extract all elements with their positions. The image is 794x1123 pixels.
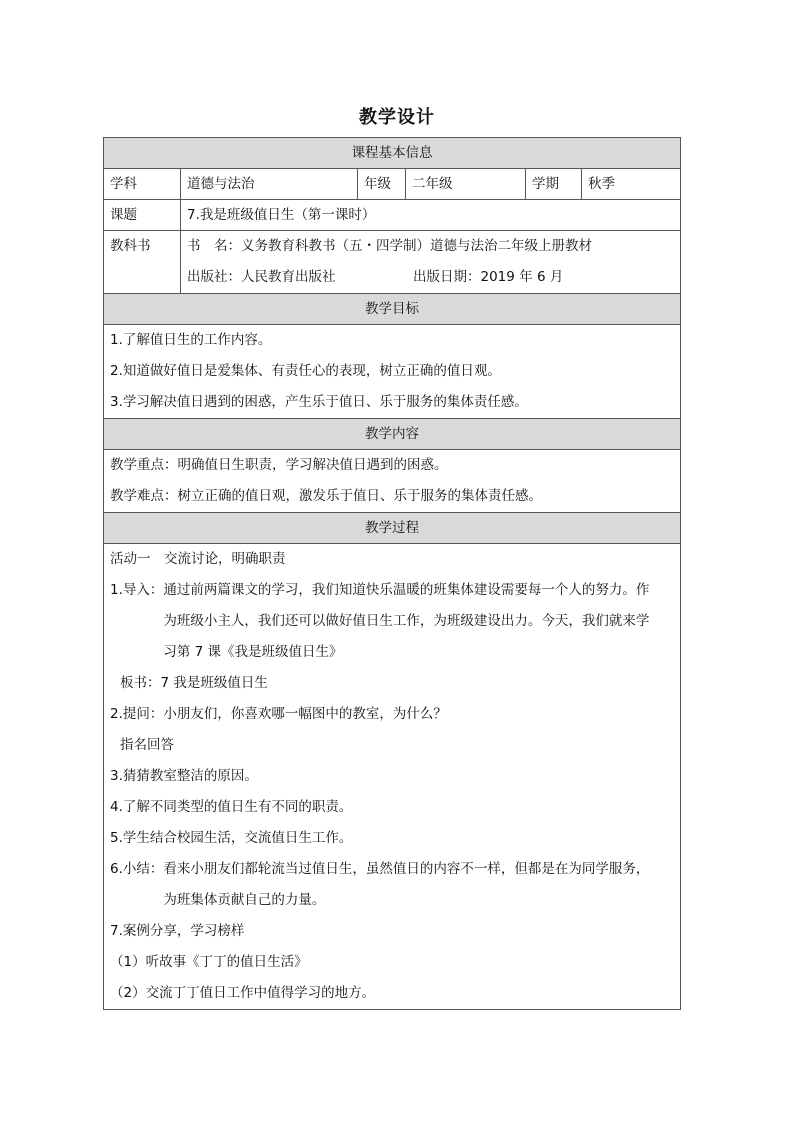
section-basic-info-row	[104, 138, 681, 169]
textbook-label: 教科书	[110, 238, 151, 254]
topic-label: 课题	[104, 200, 181, 231]
term-value: 秋季	[582, 169, 681, 200]
book-name-line	[187, 231, 674, 262]
section-process-row	[104, 513, 681, 544]
section-content: 教学内容	[104, 419, 681, 450]
summary-label: 6.小结：	[110, 861, 164, 877]
board-writing: 板书：7 我是班级值日生	[120, 675, 268, 691]
step-4: 4.了解不同类型的值日生有不同的职责。	[110, 799, 353, 815]
intro-label: 1.导入：	[110, 582, 164, 598]
intro-text	[163, 575, 649, 668]
question: 2.提问：小朋友们，你喜欢哪一幅图中的教室，为什么？	[110, 706, 447, 722]
lesson-plan-table	[103, 137, 681, 1010]
intro-line: 通过前两篇课文的学习，我们知道快乐温暖的班集体建设需要每一个人的努力。作	[163, 582, 650, 598]
process-row	[104, 544, 681, 1010]
publisher-value: 人民教育出版社	[241, 269, 336, 285]
grade-label: 年级	[358, 169, 406, 200]
summary-block	[110, 854, 674, 916]
pub-date-label: 出版日期：	[413, 269, 481, 285]
objectives-cell	[104, 325, 681, 419]
answer: 指名回答	[120, 737, 174, 753]
difficult-point: 教学难点：树立正确的值日观，激发乐于值日、乐于服务的集体责任感。	[110, 488, 542, 504]
summary-line: 看来小朋友们都轮流当过值日生，虽然值日的内容不一样，但都是在为同学服务，	[163, 861, 650, 877]
objective-item: 2.知道做好值日是爱集体、有责任心的表现，树立正确的值日观。	[110, 363, 501, 379]
intro-line: 为班级小主人，我们还可以做好值日生工作，为班级建设出力。今天，我们就来学	[163, 613, 650, 629]
activity-title: 活动一 交流讨论，明确职责	[110, 551, 286, 567]
page-title: 教学设计	[359, 107, 435, 128]
book-name-label: 书 名：	[187, 238, 241, 254]
step-7: 7.案例分享，学习榜样	[110, 923, 245, 939]
textbook-label-cell	[104, 231, 181, 294]
summary-line: 为班集体贡献自己的力量。	[163, 892, 326, 908]
sub-step-2: （2）交流丁丁值日工作中值得学习的地方。	[110, 985, 376, 1001]
process-cell	[104, 544, 681, 1010]
subject-row	[104, 169, 681, 200]
section-content-row	[104, 419, 681, 450]
intro-line: 习第 7 课《我是班级值日生》	[163, 644, 343, 660]
content-row	[104, 450, 681, 513]
subject-value: 道德与法治	[181, 169, 358, 200]
content-cell	[104, 450, 681, 513]
step-5: 5.学生结合校园生活，交流值日生工作。	[110, 830, 353, 846]
summary-text	[163, 854, 649, 916]
publisher-label: 出版社：	[187, 269, 241, 285]
topic-value: 7.我是班级值日生（第一课时）	[181, 200, 681, 231]
grade-value: 二年级	[406, 169, 526, 200]
topic-row	[104, 200, 681, 231]
objectives-row	[104, 325, 681, 419]
objective-item: 3.学习解决值日遇到的困惑，产生乐于值日、乐于服务的集体责任感。	[110, 394, 528, 410]
section-objectives: 教学目标	[104, 294, 681, 325]
publisher-line	[187, 262, 674, 293]
book-name-value: 义务教育科教书（五・四学制）道德与法治二年级上册教材	[241, 238, 592, 254]
pub-date-value: 2019 年 6 月	[480, 269, 564, 285]
section-objectives-row	[104, 294, 681, 325]
objective-item: 1.了解值日生的工作内容。	[110, 332, 272, 348]
sub-step-1: （1）听故事《丁丁的值日生活》	[110, 954, 308, 970]
textbook-row	[104, 231, 681, 294]
publisher-group	[187, 262, 413, 293]
textbook-details	[181, 231, 681, 294]
subject-label: 学科	[104, 169, 181, 200]
section-process: 教学过程	[104, 513, 681, 544]
key-point: 教学重点：明确值日生职责，学习解决值日遇到的困惑。	[110, 457, 448, 473]
term-label: 学期	[526, 169, 582, 200]
section-basic-info: 课程基本信息	[104, 138, 681, 169]
intro-block	[110, 575, 674, 668]
step-3: 3.猜猜教室整洁的原因。	[110, 768, 258, 784]
